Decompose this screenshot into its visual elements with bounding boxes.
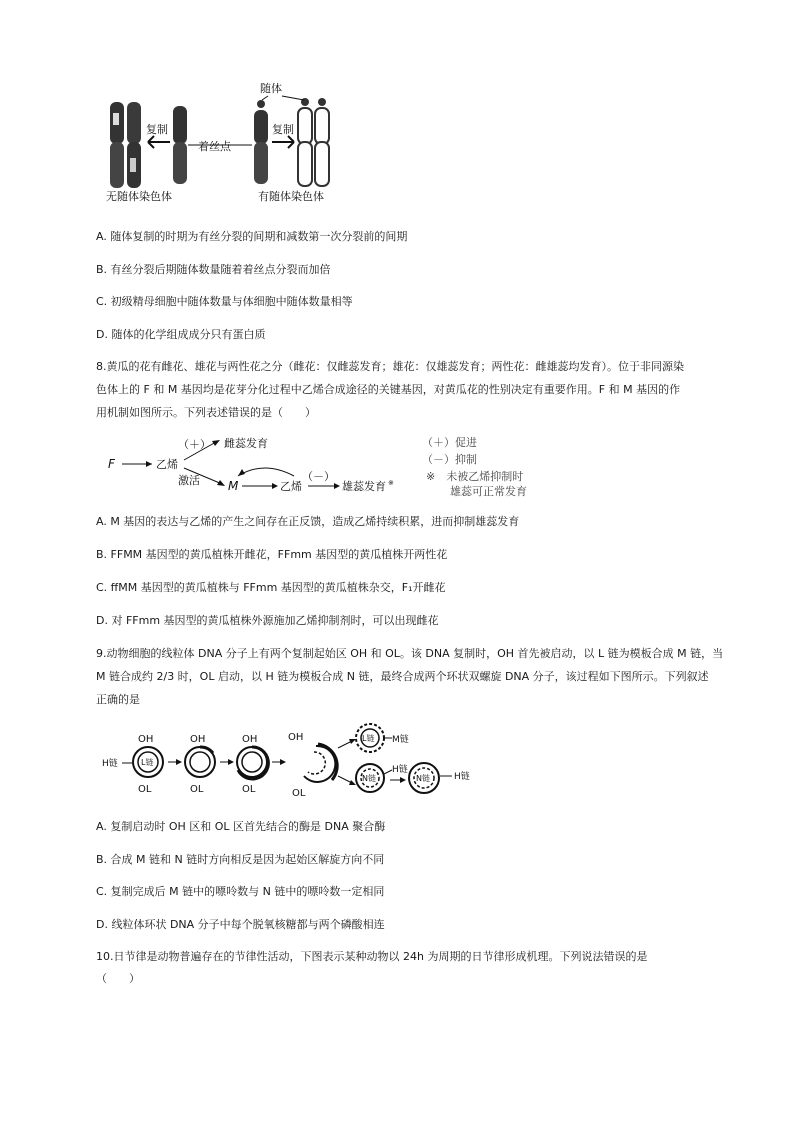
copy-label-right: 复制 xyxy=(272,123,294,136)
copy-label-left: 复制 xyxy=(146,123,168,136)
n-ring-label: N链 xyxy=(416,774,430,783)
chromosome-pair-right xyxy=(298,98,329,186)
q9-option-c: C. 复制完成后 M 链中的嘌呤数与 N 链中的嘌呤数一定相同 xyxy=(96,885,385,898)
l-ring-label: L链 xyxy=(362,734,375,743)
promote-sign: （＋） xyxy=(178,438,211,451)
q7-option-a: A. 随体复制的时期为有丝分裂的间期和减数第一次分裂前的间期 xyxy=(96,230,408,243)
ethylene-node-2: 乙烯 xyxy=(280,480,302,493)
stamen-development: 雄蕊发育 xyxy=(342,480,386,493)
m-chain-label: M链 xyxy=(392,735,409,745)
q7-option-d: D. 随体的化学组成成分只有蛋白质 xyxy=(96,328,266,341)
gene-m: M xyxy=(228,479,239,493)
l-chain-label: L链 xyxy=(141,758,154,767)
gene-f: F xyxy=(108,457,115,471)
q9-option-a: A. 复制启动时 OH 区和 OL 区首先结合的酶是 DNA 聚合酶 xyxy=(96,820,386,833)
h-chain-label: H链 xyxy=(102,759,118,769)
q8-stem-line-2: 色体上的 F 和 M 基因均是花芽分化过程中乙烯合成途径的关键基因，对黄瓜花的性别决定有重要作用。F 和 M 基因的作 xyxy=(96,383,681,396)
chromosome-figure xyxy=(100,78,340,206)
q10-stem-line-2: （ ） xyxy=(96,972,140,985)
legend-inhibit: （－）抑制 xyxy=(422,453,477,466)
legend-note-2: 雄蕊可正常发育 xyxy=(450,485,527,498)
oh-label-1: OH xyxy=(138,734,154,745)
q8-stem-line-3: 用机制如图所示。下列表述错误的是（ ） xyxy=(96,406,316,419)
q8-option-c: C. ffMM 基因型的黄瓜植株与 FFmm 基因型的黄瓜植株杂交，F₁开雌花 xyxy=(96,581,446,594)
q8-option-d: D. 对 FFmm 基因型的黄瓜植株外源施加乙烯抑制剂时，可以出现雌花 xyxy=(96,614,439,627)
q7-option-c: C. 初级精母细胞中随体数量与体细胞中随体数量相等 xyxy=(96,295,353,308)
oh-label-4: OH xyxy=(288,732,304,743)
inhibit-sign: （－） xyxy=(302,470,335,483)
chromosome-single-right xyxy=(254,100,268,184)
chromosome-single-left xyxy=(173,106,187,184)
q8-option-a: A. M 基因的表达与乙烯的产生之间存在正反馈，造成乙烯持续积累，进而抑制雄蕊发育 xyxy=(96,515,520,528)
q7-option-b: B. 有丝分裂后期随体数量随着着丝点分裂而加倍 xyxy=(96,263,331,276)
gene-pathway-figure xyxy=(104,430,554,500)
ol-label-1: OL xyxy=(138,784,152,795)
n-chain-label: N链 xyxy=(362,774,376,783)
legend-promote: （＋）促进 xyxy=(422,436,477,449)
q9-stem-line-2: M 链合成约 2/3 时，OL 启动，以 H 链为模板合成 N 链，最终合成两个环状双螺旋 DNA 分子，该过程如下图所示。下列叙述 xyxy=(96,670,709,683)
caption-with-satellite: 有随体染色体 xyxy=(258,190,324,203)
q10-stem-line-1: 10.日节律是动物普遍存在的节律性活动，下图表示某种动物以 24h 为周期的日节律形成机理。下列说法错误的是 xyxy=(96,950,648,963)
activate-label: 激活 xyxy=(178,474,200,487)
h-chain-label-3: H链 xyxy=(454,772,470,782)
legend-note-1: ※ 未被乙烯抑制时 xyxy=(426,470,524,483)
caption-no-satellite: 无随体染色体 xyxy=(106,190,172,203)
centromere-label: 着丝点 xyxy=(198,140,231,153)
q9-option-d: D. 线粒体环状 DNA 分子中每个脱氧核糖都与两个磷酸相连 xyxy=(96,918,385,931)
mtdna-replication-figure xyxy=(100,720,490,802)
q8-option-b: B. FFMM 基因型的黄瓜植株开雌花，FFmm 基因型的黄瓜植株开两性花 xyxy=(96,548,448,561)
oh-label-2: OH xyxy=(190,734,206,745)
q9-option-b: B. 合成 M 链和 N 链时方向相反是因为起始区解旋方向不同 xyxy=(96,853,385,866)
ol-label-4: OL xyxy=(292,788,306,799)
chromosome-pair-left xyxy=(110,102,141,188)
ol-label-2: OL xyxy=(190,784,204,795)
ol-label-3: OL xyxy=(242,784,256,795)
q8-stem-line-1: 8.黄瓜的花有雌花、雄花与两性花之分（雌花：仅雌蕊发育；雄花：仅雄蕊发育；两性花：雌雄蕊均发育）。位于非同源染 xyxy=(96,360,684,373)
ethylene-node-1: 乙烯 xyxy=(156,458,178,471)
q9-stem-line-1: 9.动物细胞的线粒体 DNA 分子上有两个复制起始区 OH 和 OL。该 DNA 复制时，OH 首先被启动，以 L 链为模板合成 M 链，当 xyxy=(96,647,724,660)
h-chain-label-2: H链 xyxy=(392,765,408,775)
q9-stem-line-3: 正确的是 xyxy=(96,693,140,706)
satellite-label: 随体 xyxy=(260,82,282,95)
oh-label-3: OH xyxy=(242,734,258,745)
stamen-note-mark: ※ xyxy=(388,479,394,487)
pistil-development: 雌蕊发育 xyxy=(224,437,268,450)
